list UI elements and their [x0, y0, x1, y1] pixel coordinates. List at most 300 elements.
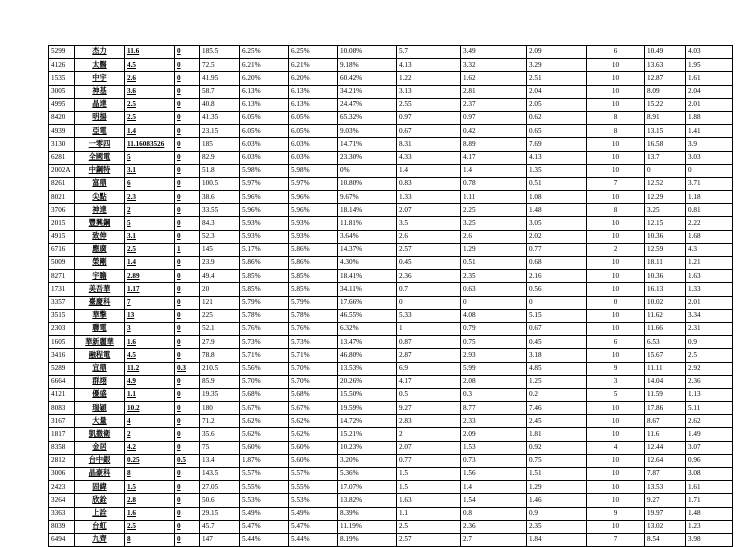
- eps-prev-cell: 0.97: [461, 111, 527, 124]
- pe-cell: 11.66: [645, 322, 686, 335]
- pb-cell: 1.48: [686, 507, 733, 520]
- cash-dividend-cell: 2: [125, 204, 175, 217]
- payout-cell: 4.30%: [338, 257, 397, 270]
- eps-cell: 1.33: [397, 191, 461, 204]
- stock-name-cell: 尖點: [75, 191, 125, 204]
- eps-cell: 1.5: [397, 468, 461, 481]
- eps-prev2-cell: 3.29: [527, 59, 587, 72]
- table-row: [49, 177, 733, 190]
- eps-prev-cell: 2.93: [461, 349, 527, 362]
- payout-cell: 14.37%: [338, 243, 397, 256]
- eps-prev2-cell: 0.56: [527, 283, 587, 296]
- cash-yield-cell: 5.57%: [289, 468, 338, 481]
- yield-cell: 6.20%: [240, 72, 289, 85]
- stock-name-cell: 台虹: [75, 520, 125, 533]
- eps-prev-cell: 2.7: [461, 533, 527, 546]
- pe-cell: 6.53: [645, 336, 686, 349]
- pb-cell: 1.61: [686, 72, 733, 85]
- eps-prev2-cell: 2.05: [527, 98, 587, 111]
- pe-cell: 19.97: [645, 507, 686, 520]
- payout-cell: 9.67%: [338, 191, 397, 204]
- price-cell: 52.3: [200, 230, 240, 243]
- eps-prev2-cell: 5.15: [527, 309, 587, 322]
- price-cell: 50.6: [200, 494, 240, 507]
- years-cell: 10: [587, 520, 645, 533]
- pb-cell: 1.68: [686, 230, 733, 243]
- yield-cell: 5.79%: [240, 296, 289, 309]
- yield-cell: 5.57%: [240, 468, 289, 481]
- cash-dividend-cell: 3.1: [125, 164, 175, 177]
- price-cell: 27.9: [200, 336, 240, 349]
- cash-yield-cell: 5.49%: [289, 507, 338, 520]
- yield-cell: 5.62%: [240, 428, 289, 441]
- eps-cell: 2: [397, 428, 461, 441]
- eps-cell: 9.27: [397, 402, 461, 415]
- stock-code-cell: 8261: [49, 177, 75, 190]
- payout-cell: 3.20%: [338, 454, 397, 467]
- yield-cell: 5.78%: [240, 309, 289, 322]
- stock-name-cell: 宇瞻: [75, 270, 125, 283]
- price-cell: 29.15: [200, 507, 240, 520]
- pb-cell: 2.22: [686, 217, 733, 230]
- cash-dividend-cell: 13: [125, 309, 175, 322]
- years-cell: 3: [587, 375, 645, 388]
- table-row: [49, 243, 733, 256]
- stock-name-cell: 太醫: [75, 59, 125, 72]
- stock-name-cell: 晶達: [75, 98, 125, 111]
- pb-cell: 1.13: [686, 388, 733, 401]
- pb-cell: 3.34: [686, 309, 733, 322]
- price-cell: 33.55: [200, 204, 240, 217]
- stock-code-cell: 3006: [49, 468, 75, 481]
- cash-yield-cell: 5.67%: [289, 402, 338, 415]
- table-row: [49, 309, 733, 322]
- stock-dividend-cell: 0: [175, 441, 200, 454]
- stock-dividend-table: [48, 45, 733, 547]
- years-cell: 10: [587, 494, 645, 507]
- cash-dividend-cell: 11.6: [125, 46, 175, 59]
- eps-prev-cell: 4.08: [461, 309, 527, 322]
- eps-cell: 3.13: [397, 85, 461, 98]
- price-cell: 19.35: [200, 388, 240, 401]
- stock-code-cell: 2303: [49, 322, 75, 335]
- stock-dividend-cell: 0: [175, 177, 200, 190]
- pe-cell: 13.02: [645, 520, 686, 533]
- table-row: [49, 520, 733, 533]
- pb-cell: 1.61: [686, 481, 733, 494]
- stock-name-cell: 欣銓: [75, 494, 125, 507]
- stock-code-cell: 6494: [49, 533, 75, 546]
- stock-code-cell: 6281: [49, 151, 75, 164]
- eps-prev-cell: 2.09: [461, 428, 527, 441]
- pe-cell: 0: [645, 164, 686, 177]
- stock-dividend-cell: 0: [175, 151, 200, 164]
- pe-cell: 12.29: [645, 191, 686, 204]
- pe-cell: 8.09: [645, 85, 686, 98]
- years-cell: 10: [587, 283, 645, 296]
- cash-yield-cell: 5.85%: [289, 283, 338, 296]
- pb-cell: 2.5: [686, 349, 733, 362]
- eps-prev2-cell: 2.51: [527, 72, 587, 85]
- eps-prev2-cell: 4.13: [527, 151, 587, 164]
- payout-cell: 14.72%: [338, 415, 397, 428]
- cash-yield-cell: 5.70%: [289, 375, 338, 388]
- eps-cell: 1.1: [397, 507, 461, 520]
- eps-cell: 5.33: [397, 309, 461, 322]
- pb-cell: 3.07: [686, 441, 733, 454]
- stock-dividend-cell: 0: [175, 468, 200, 481]
- table-row: [49, 507, 733, 520]
- stock-name-cell: 中宇: [75, 72, 125, 85]
- payout-cell: 14.71%: [338, 138, 397, 151]
- pe-cell: 18.11: [645, 257, 686, 270]
- years-cell: 10: [587, 309, 645, 322]
- stock-dividend-cell: 0: [175, 204, 200, 217]
- stock-name-cell: 富鼎: [75, 177, 125, 190]
- pe-cell: 13.15: [645, 125, 686, 138]
- price-cell: 100.5: [200, 177, 240, 190]
- cash-yield-cell: 5.53%: [289, 494, 338, 507]
- price-cell: 180: [200, 402, 240, 415]
- eps-prev-cell: 0.3: [461, 388, 527, 401]
- stock-code-cell: 3706: [49, 204, 75, 217]
- years-cell: 2: [587, 243, 645, 256]
- cash-yield-cell: 5.68%: [289, 388, 338, 401]
- pb-cell: 1.18: [686, 191, 733, 204]
- eps-cell: 1: [397, 322, 461, 335]
- pe-cell: 12.59: [645, 243, 686, 256]
- years-cell: 5: [587, 388, 645, 401]
- years-cell: 10: [587, 468, 645, 481]
- yield-cell: 5.60%: [240, 441, 289, 454]
- cash-yield-cell: 5.96%: [289, 191, 338, 204]
- eps-cell: 2.07: [397, 441, 461, 454]
- payout-cell: 17.07%: [338, 481, 397, 494]
- stock-code-cell: 1817: [49, 428, 75, 441]
- yield-cell: 5.44%: [240, 533, 289, 546]
- stock-dividend-cell: 0: [175, 191, 200, 204]
- stock-name-cell: 榮剛: [75, 257, 125, 270]
- cash-dividend-cell: 4.9: [125, 375, 175, 388]
- yield-cell: 5.93%: [240, 230, 289, 243]
- table-row: [49, 349, 733, 362]
- pb-cell: 3.98: [686, 533, 733, 546]
- yield-cell: 5.67%: [240, 402, 289, 415]
- table-row: [49, 283, 733, 296]
- table-row: [49, 454, 733, 467]
- eps-prev-cell: 1.53: [461, 441, 527, 454]
- years-cell: 6: [587, 46, 645, 59]
- stock-dividend-cell: 0: [175, 388, 200, 401]
- stock-code-cell: 6664: [49, 375, 75, 388]
- pe-cell: 9.27: [645, 494, 686, 507]
- price-cell: 147: [200, 533, 240, 546]
- yield-cell: 5.68%: [240, 388, 289, 401]
- stock-code-cell: 8271: [49, 270, 75, 283]
- yield-cell: 6.13%: [240, 85, 289, 98]
- stock-dividend-cell: 0: [175, 481, 200, 494]
- price-cell: 23.15: [200, 125, 240, 138]
- years-cell: 10: [587, 151, 645, 164]
- table-row: [49, 468, 733, 481]
- years-cell: 10: [587, 402, 645, 415]
- stock-dividend-cell: 0.3: [175, 362, 200, 375]
- pe-cell: 13.63: [645, 59, 686, 72]
- price-cell: 49.4: [200, 270, 240, 283]
- pe-cell: 10.36: [645, 270, 686, 283]
- pe-cell: 11.6: [645, 428, 686, 441]
- payout-cell: 13.82%: [338, 494, 397, 507]
- years-cell: 10: [587, 270, 645, 283]
- payout-cell: 34.21%: [338, 85, 397, 98]
- pb-cell: 1.63: [686, 270, 733, 283]
- stock-code-cell: 3515: [49, 309, 75, 322]
- cash-yield-cell: 6.21%: [289, 59, 338, 72]
- cash-yield-cell: 5.70%: [289, 362, 338, 375]
- cash-yield-cell: 6.25%: [289, 46, 338, 59]
- pb-cell: 5.11: [686, 402, 733, 415]
- payout-cell: 15.21%: [338, 428, 397, 441]
- cash-yield-cell: 5.78%: [289, 309, 338, 322]
- years-cell: 10: [587, 322, 645, 335]
- cash-dividend-cell: 8: [125, 468, 175, 481]
- eps-prev-cell: 0.75: [461, 336, 527, 349]
- payout-cell: 9.18%: [338, 59, 397, 72]
- payout-cell: 24.47%: [338, 98, 397, 111]
- eps-cell: 1.22: [397, 72, 461, 85]
- pb-cell: 1.95: [686, 59, 733, 72]
- stock-name-cell: 優盛: [75, 388, 125, 401]
- table-row: [49, 191, 733, 204]
- cash-yield-cell: 5.86%: [289, 257, 338, 270]
- years-cell: 9: [587, 507, 645, 520]
- eps-prev-cell: 0.8: [461, 507, 527, 520]
- yield-cell: 5.62%: [240, 415, 289, 428]
- cash-dividend-cell: 4.5: [125, 59, 175, 72]
- eps-prev2-cell: 2.45: [527, 415, 587, 428]
- stock-dividend-cell: 0: [175, 322, 200, 335]
- eps-cell: 2.5: [397, 520, 461, 533]
- price-cell: 121: [200, 296, 240, 309]
- cash-yield-cell: 5.47%: [289, 520, 338, 533]
- table-row: [49, 533, 733, 546]
- pb-cell: 1.41: [686, 125, 733, 138]
- price-cell: 38.6: [200, 191, 240, 204]
- eps-cell: 8.31: [397, 138, 461, 151]
- yield-cell: 5.17%: [240, 243, 289, 256]
- eps-cell: 0.97: [397, 111, 461, 124]
- pb-cell: 3.03: [686, 151, 733, 164]
- stock-code-cell: 3357: [49, 296, 75, 309]
- yield-cell: 1.87%: [240, 454, 289, 467]
- eps-prev-cell: 0.79: [461, 322, 527, 335]
- pb-cell: 2.04: [686, 85, 733, 98]
- eps-prev2-cell: 2.02: [527, 230, 587, 243]
- payout-cell: 8.19%: [338, 533, 397, 546]
- stock-dividend-cell: 0: [175, 428, 200, 441]
- eps-prev2-cell: 1.35: [527, 164, 587, 177]
- cash-dividend-cell: 2: [125, 428, 175, 441]
- eps-prev2-cell: 2.16: [527, 270, 587, 283]
- pe-cell: 14.04: [645, 375, 686, 388]
- table-row: [49, 85, 733, 98]
- stock-name-cell: 明揚: [75, 111, 125, 124]
- stock-dividend-cell: 0: [175, 402, 200, 415]
- payout-cell: 13.53%: [338, 362, 397, 375]
- price-cell: 78.8: [200, 349, 240, 362]
- eps-prev2-cell: 1.81: [527, 428, 587, 441]
- table-row: [49, 494, 733, 507]
- yield-cell: 6.13%: [240, 98, 289, 111]
- payout-cell: 46.55%: [338, 309, 397, 322]
- stock-code-cell: 1605: [49, 336, 75, 349]
- eps-cell: 2.36: [397, 270, 461, 283]
- pb-cell: 2.92: [686, 362, 733, 375]
- stock-code-cell: 3167: [49, 415, 75, 428]
- eps-cell: 0.83: [397, 177, 461, 190]
- stock-code-cell: 8420: [49, 111, 75, 124]
- price-cell: 84.3: [200, 217, 240, 230]
- stock-code-cell: 2812: [49, 454, 75, 467]
- eps-prev-cell: 2.35: [461, 270, 527, 283]
- cash-dividend-cell: 1.4: [125, 257, 175, 270]
- price-cell: 225: [200, 309, 240, 322]
- cash-yield-cell: 5.86%: [289, 243, 338, 256]
- eps-cell: 0.5: [397, 388, 461, 401]
- price-cell: 72.5: [200, 59, 240, 72]
- payout-cell: 19.59%: [338, 402, 397, 415]
- stock-name-cell: 台中銀: [75, 454, 125, 467]
- stock-dividend-cell: 0: [175, 336, 200, 349]
- table-row: [49, 217, 733, 230]
- table-row: [49, 151, 733, 164]
- pb-cell: 2.01: [686, 98, 733, 111]
- pe-cell: 17.86: [645, 402, 686, 415]
- eps-prev-cell: 2.33: [461, 415, 527, 428]
- stock-name-cell: 神基: [75, 85, 125, 98]
- pe-cell: 12.44: [645, 441, 686, 454]
- pb-cell: 1.21: [686, 257, 733, 270]
- stock-code-cell: 3130: [49, 138, 75, 151]
- eps-prev2-cell: 0.45: [527, 336, 587, 349]
- yield-cell: 5.93%: [240, 217, 289, 230]
- eps-cell: 0.87: [397, 336, 461, 349]
- table-row: [49, 257, 733, 270]
- cash-yield-cell: 5.44%: [289, 533, 338, 546]
- stock-name-cell: 美吾華: [75, 283, 125, 296]
- yield-cell: 5.85%: [240, 270, 289, 283]
- cash-dividend-cell: 3.1: [125, 230, 175, 243]
- eps-cell: 2.57: [397, 533, 461, 546]
- years-cell: 10: [587, 59, 645, 72]
- pb-cell: 0.9: [686, 336, 733, 349]
- eps-prev-cell: 2.81: [461, 85, 527, 98]
- eps-prev2-cell: 1.25: [527, 375, 587, 388]
- eps-prev-cell: 1.4: [461, 164, 527, 177]
- yield-cell: 5.73%: [240, 336, 289, 349]
- pe-cell: 8.54: [645, 533, 686, 546]
- eps-cell: 3.5: [397, 217, 461, 230]
- cash-yield-cell: 5.60%: [289, 441, 338, 454]
- stock-name-cell: 固緯: [75, 481, 125, 494]
- eps-prev2-cell: 2.09: [527, 46, 587, 59]
- cash-yield-cell: 5.97%: [289, 177, 338, 190]
- cash-dividend-cell: 7: [125, 296, 175, 309]
- stock-dividend-cell: 0: [175, 507, 200, 520]
- eps-prev-cell: 1.29: [461, 243, 527, 256]
- eps-prev-cell: 2.37: [461, 98, 527, 111]
- payout-cell: 15.50%: [338, 388, 397, 401]
- cash-dividend-cell: 2.89: [125, 270, 175, 283]
- eps-prev2-cell: 3.18: [527, 349, 587, 362]
- payout-cell: 18.14%: [338, 204, 397, 217]
- yield-cell: 6.05%: [240, 125, 289, 138]
- stock-name-cell: 凱撒衛: [75, 428, 125, 441]
- stock-code-cell: 8021: [49, 191, 75, 204]
- stock-code-cell: 5299: [49, 46, 75, 59]
- cash-yield-cell: 5.93%: [289, 217, 338, 230]
- pb-cell: 0: [686, 164, 733, 177]
- table-row: [49, 59, 733, 72]
- price-cell: 41.35: [200, 111, 240, 124]
- cash-dividend-cell: 2.6: [125, 72, 175, 85]
- stock-code-cell: 8083: [49, 402, 75, 415]
- price-cell: 58.7: [200, 85, 240, 98]
- payout-cell: 34.11%: [338, 283, 397, 296]
- yield-cell: 5.86%: [240, 257, 289, 270]
- eps-prev-cell: 3.49: [461, 46, 527, 59]
- table-row: [49, 402, 733, 415]
- pe-cell: 12.52: [645, 177, 686, 190]
- years-cell: 10: [587, 85, 645, 98]
- yield-cell: 6.03%: [240, 151, 289, 164]
- pe-cell: 12.15: [645, 217, 686, 230]
- eps-prev2-cell: 4.85: [527, 362, 587, 375]
- eps-prev2-cell: 2.04: [527, 85, 587, 98]
- pe-cell: 15.67: [645, 349, 686, 362]
- yield-cell: 6.25%: [240, 46, 289, 59]
- table-row: [49, 46, 733, 59]
- eps-prev-cell: 0.63: [461, 283, 527, 296]
- table-row: [49, 362, 733, 375]
- table-row: [49, 481, 733, 494]
- stock-code-cell: 3005: [49, 85, 75, 98]
- pb-cell: 4.3: [686, 243, 733, 256]
- pb-cell: 1.71: [686, 494, 733, 507]
- price-cell: 75: [200, 441, 240, 454]
- eps-cell: 4.33: [397, 151, 461, 164]
- stock-dividend-cell: 0: [175, 270, 200, 283]
- yield-cell: 5.70%: [240, 375, 289, 388]
- payout-cell: 23.30%: [338, 151, 397, 164]
- eps-prev2-cell: 0.77: [527, 243, 587, 256]
- stock-name-cell: 晶豪科: [75, 468, 125, 481]
- cash-yield-cell: 5.62%: [289, 415, 338, 428]
- pb-cell: 1.23: [686, 520, 733, 533]
- stock-name-cell: 一零四: [75, 138, 125, 151]
- stock-code-cell: 3264: [49, 494, 75, 507]
- years-cell: 10: [587, 72, 645, 85]
- years-cell: 8: [587, 125, 645, 138]
- price-cell: 13.4: [200, 454, 240, 467]
- stock-name-cell: 宜鼎: [75, 362, 125, 375]
- eps-prev-cell: 0.73: [461, 454, 527, 467]
- years-cell: 7: [587, 533, 645, 546]
- payout-cell: 6.32%: [338, 322, 397, 335]
- payout-cell: 13.47%: [338, 336, 397, 349]
- eps-prev-cell: 2.25: [461, 204, 527, 217]
- price-cell: 185.5: [200, 46, 240, 59]
